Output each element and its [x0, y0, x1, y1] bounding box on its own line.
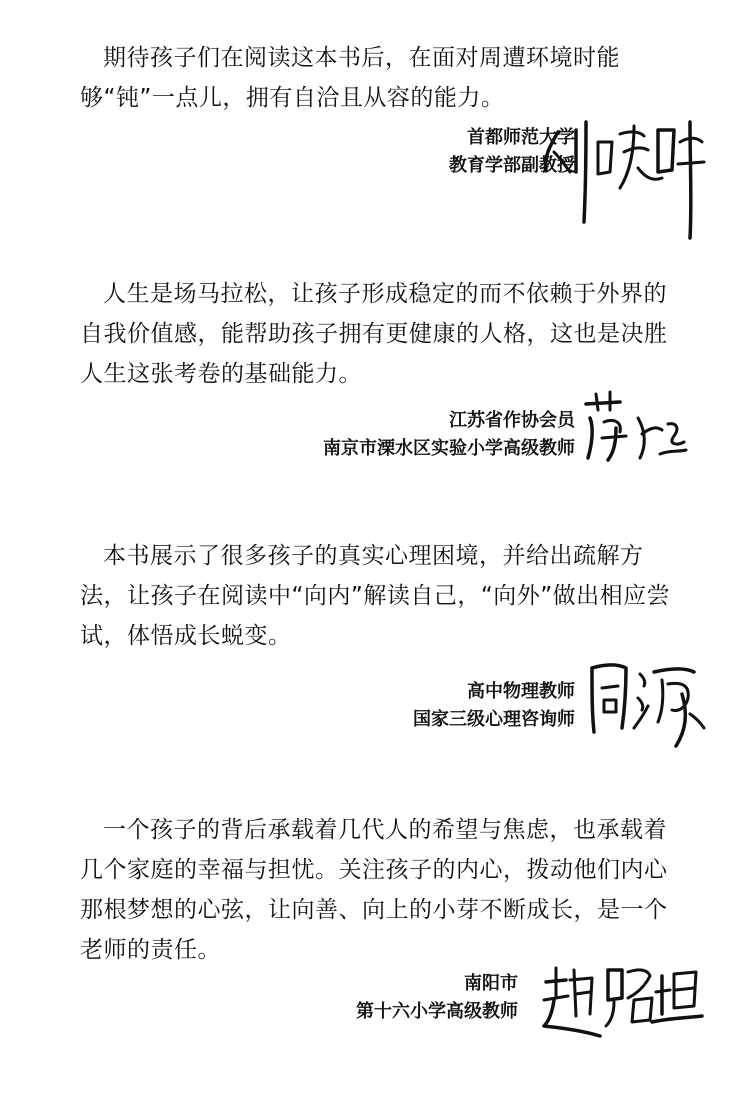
handwritten-signature: [540, 112, 705, 242]
quote-paragraph: 人生是场马拉松，让孩子形成稳定的而不依赖于外界的自我价值感，能帮助孩子拥有更健康的人格，这也是决胜人生这张考卷的基础能力。: [80, 281, 668, 387]
quote-paragraph: 一个孩子的背后承载着几代人的希望与焦虑，也承载着几个家庭的幸福与担忧。关注孩子的内心，拨动他们内心那根梦想的心弦，让向善、向上的小芽不断成长，是一个老师的责任。: [80, 817, 668, 963]
endorsement-text: [80, 536, 680, 656]
endorser-attribution: [323, 407, 575, 463]
quote-paragraph: 本书展示了很多孩子的真实心理困境，并给出疏解方法，让孩子在阅读中“向内”解读自己，“向外”做出相应尝试，体悟成长蜕变。: [80, 543, 671, 649]
endorser-title: 第十六小学高级教师: [356, 1001, 518, 1022]
endorser-title: 国家三级心理咨询师: [413, 709, 575, 730]
endorser-title: 南京市溧水区实验小学高级教师: [323, 438, 575, 459]
endorsement-text: [80, 274, 680, 394]
endorsement-text: [80, 810, 680, 970]
endorser-attribution: [413, 678, 575, 734]
handwritten-signature: [582, 654, 707, 749]
endorser-affiliation: 江苏省作协会员: [449, 410, 575, 431]
endorser-affiliation: 南阳市: [464, 973, 518, 994]
handwritten-signature: [580, 388, 690, 468]
handwritten-signature: [540, 956, 705, 1046]
endorser-title: 教育学部副教授: [449, 155, 575, 176]
endorser-affiliation: 高中物理教师: [467, 681, 575, 702]
endorser-attribution: [356, 970, 518, 1026]
endorser-affiliation: 首都师范大学: [467, 127, 575, 148]
quote-paragraph: 期待孩子们在阅读这本书后，在面对周遭环境时能够“钝”一点儿，拥有自洽且从容的能力。: [80, 45, 620, 111]
endorsement-text: [80, 38, 680, 118]
